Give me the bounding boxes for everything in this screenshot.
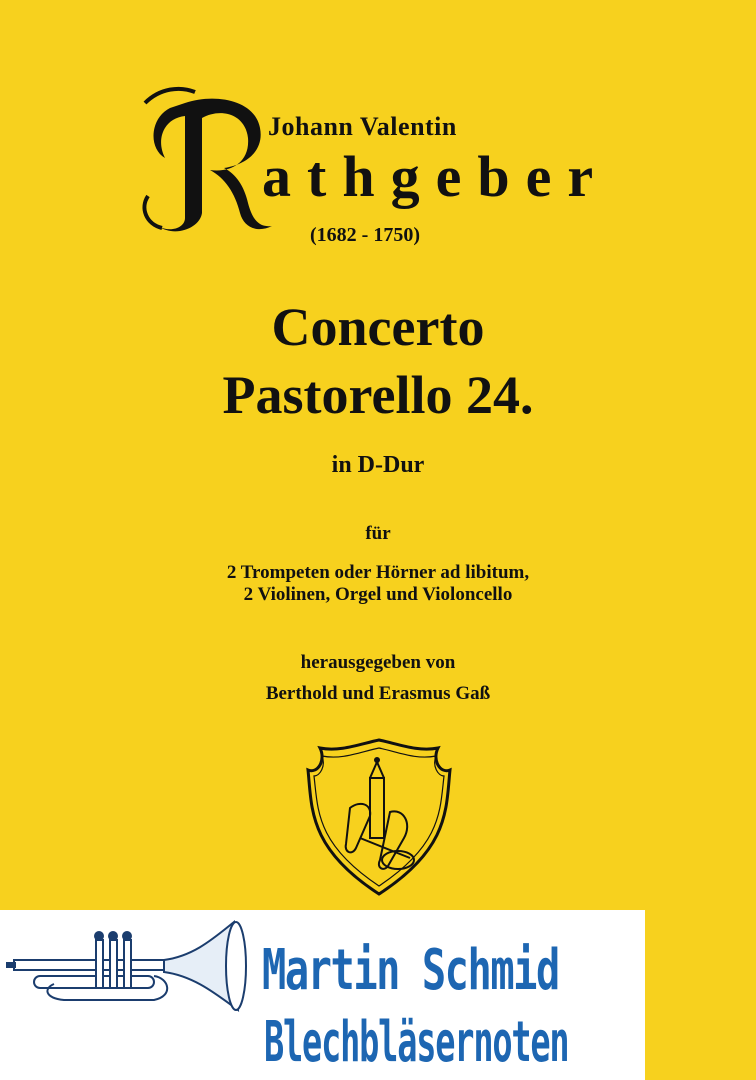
publisher-subtitle: Blechbläsernoten bbox=[264, 1010, 569, 1075]
trumpet-icon bbox=[4, 918, 274, 1014]
fraktur-initial-r-icon bbox=[140, 78, 280, 238]
key-signature: in D-Dur bbox=[331, 452, 425, 478]
for-label: für bbox=[365, 523, 391, 544]
editors: Berthold und Erasmus Gaß bbox=[265, 683, 491, 704]
composer-dates: (1682 - 1750) bbox=[310, 224, 420, 246]
composer-first-name: Johann Valentin bbox=[268, 112, 457, 141]
publisher-name: Martin Schmid bbox=[262, 938, 559, 1003]
title-line-1: Concerto bbox=[271, 297, 485, 357]
crest-icon bbox=[300, 738, 458, 898]
instrumentation-line-1: 2 Trompeten oder Hörner ad libitum, bbox=[226, 562, 530, 583]
composer-surname-rest: athgeber bbox=[262, 144, 610, 209]
edited-by-label: herausgegeben von bbox=[300, 652, 456, 673]
title-line-2: Pastorello 24. bbox=[222, 365, 534, 425]
publisher-banner bbox=[0, 910, 645, 1080]
instrumentation-line-2: 2 Violinen, Orgel und Violoncello bbox=[243, 584, 513, 605]
